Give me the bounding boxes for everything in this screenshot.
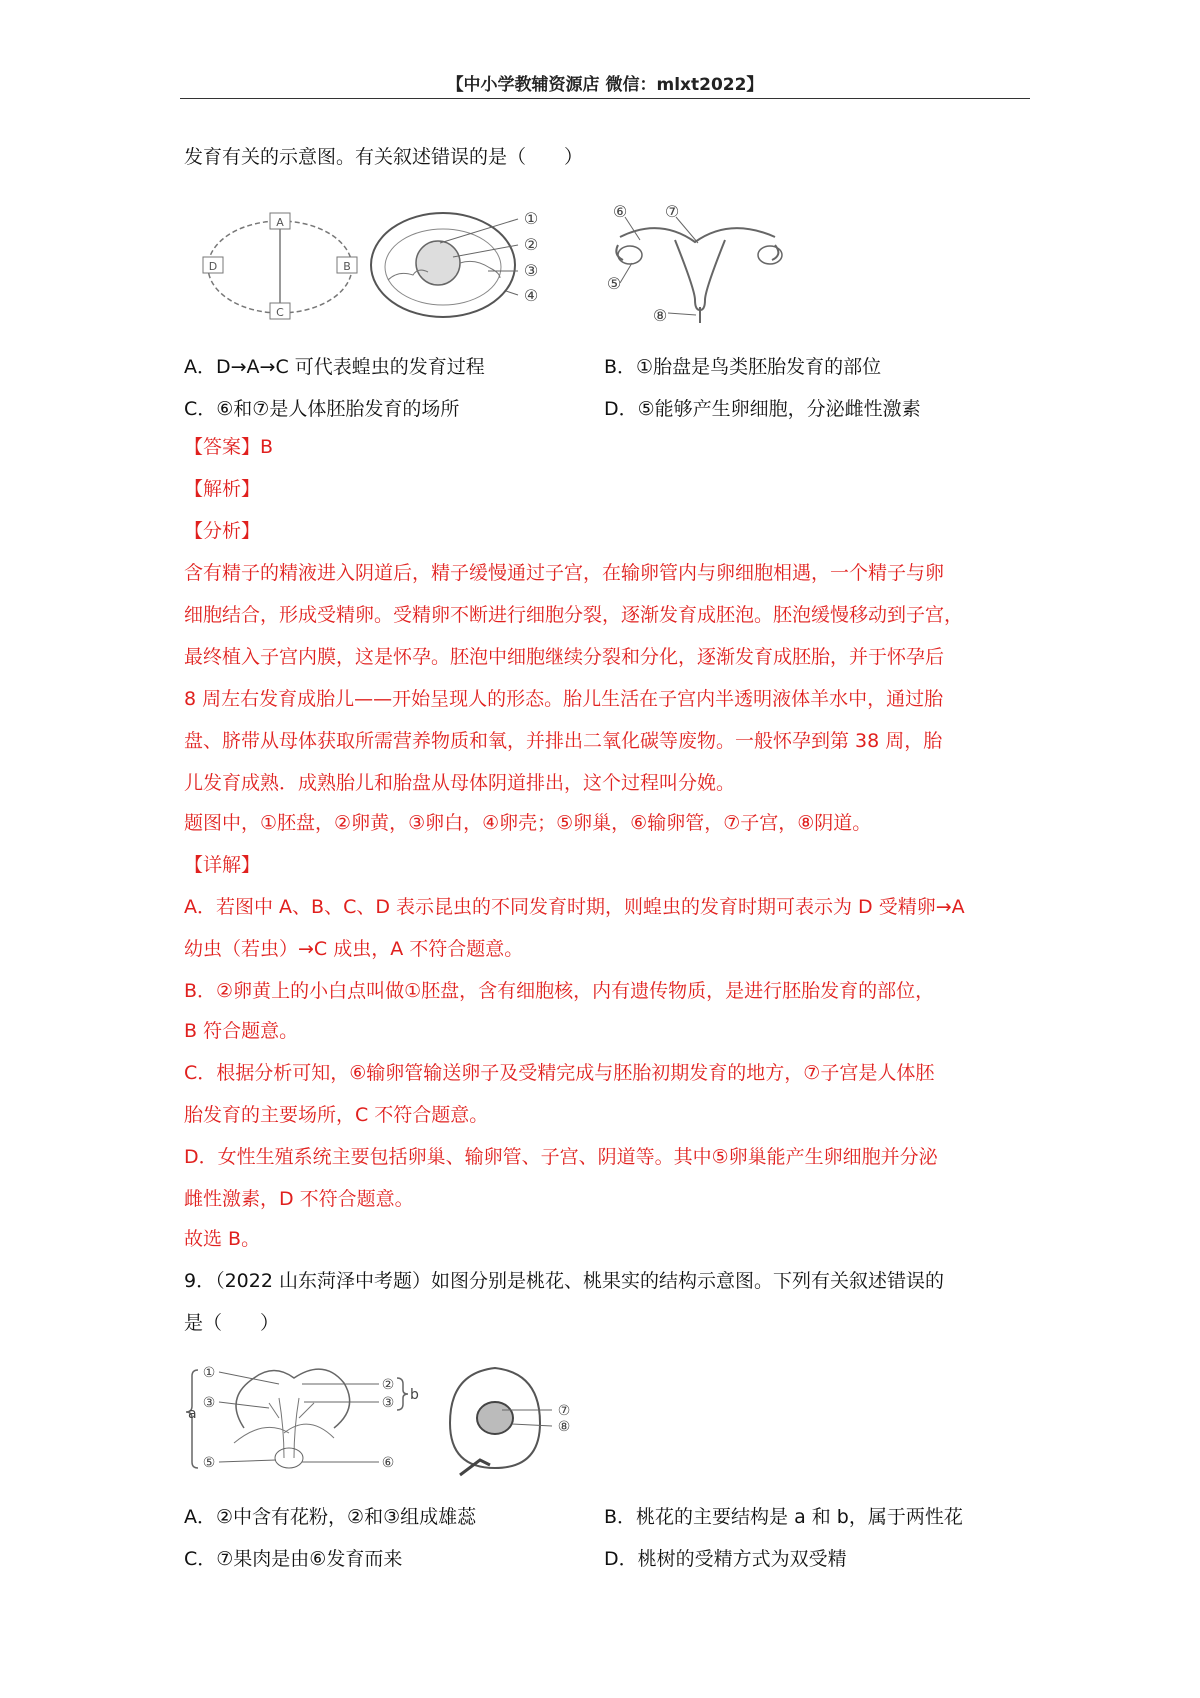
- analysis-line: 细胞结合，形成受精卵。受精卵不断进行细胞分裂，逐渐发育成胚泡。胚泡缓慢移动到子宫，: [184, 604, 964, 626]
- analysis-line: 儿发育成熟．成熟胎儿和胎盘从母体阴道排出，这个过程叫分娩。: [184, 772, 736, 794]
- flower-label-6: ⑥: [381, 1455, 395, 1471]
- q9-option-c: C．⑦果肉是由⑥发育而来: [184, 1548, 403, 1570]
- page-header: 【中小学教辅资源店 微信：mlxt2022】: [446, 75, 764, 95]
- peach-flower-diagram: [184, 1358, 434, 1478]
- q9-stem-line: 是（ ）: [184, 1312, 280, 1334]
- female-reproductive-diagram: [600, 195, 800, 330]
- egg-label-4: ④: [523, 286, 539, 305]
- detail-line: A．若图中 A、B、C、D 表示昆虫的不同发育时期，则蝗虫的发育时期可表示为 D 受精卵→A: [184, 896, 965, 918]
- q8-option-a: A．D→A→C 可代表蝗虫的发育过程: [184, 356, 485, 378]
- q8-stem: 发育有关的示意图。有关叙述错误的是（ ）: [184, 146, 584, 168]
- flower-label-5: ⑤: [202, 1455, 216, 1471]
- uterus-label-7: ⑦: [664, 202, 680, 221]
- detail-line: 故选 B。: [184, 1228, 261, 1250]
- flower-label-3r: ③: [381, 1395, 395, 1411]
- flower-label-2: ②: [381, 1377, 395, 1393]
- q8-option-d: D．⑤能够产生卵细胞，分泌雌性激素: [604, 398, 921, 420]
- detail-line: C．根据分析可知，⑥输卵管输送卵子及受精完成与胚胎初期发育的地方，⑦子宫是人体胚: [184, 1062, 935, 1084]
- q8-answer: 【答案】B: [184, 436, 274, 458]
- q8-jiexi-heading: 【解析】: [184, 478, 261, 500]
- egg-label-1: ①: [523, 209, 539, 228]
- q9-option-a: A．②中含有花粉，②和③组成雄蕊: [184, 1506, 477, 1528]
- egg-label-3: ③: [523, 261, 539, 280]
- q8-option-b: B．①胎盘是鸟类胚胎发育的部位: [604, 356, 882, 378]
- q8-option-c: C．⑥和⑦是人体胚胎发育的场所: [184, 398, 460, 420]
- uterus-label-8: ⑧: [652, 306, 668, 325]
- q9-option-d: D．桃树的受精方式为双受精: [604, 1548, 847, 1570]
- analysis-line: 含有精子的精液进入阴道后，精子缓慢通过子宫，在输卵管内与卵细胞相遇，一个精子与卵: [184, 562, 945, 584]
- flower-label-1: ①: [202, 1365, 216, 1381]
- detail-line: 幼虫（若虫）→C 成虫，A 不符合题意。: [184, 938, 524, 960]
- detail-line: D．女性生殖系统主要包括卵巢、输卵管、子宫、阴道等。其中⑤卵巢能产生卵细胞并分泌: [184, 1146, 938, 1168]
- flower-label-3l: ③: [202, 1395, 216, 1411]
- analysis-line: 最终植入子宫内膜，这是怀孕。胚泡中细胞继续分裂和分化，逐渐发育成胚胎，并于怀孕后: [184, 646, 945, 668]
- flower-brace-b: b: [410, 1387, 419, 1403]
- q8-xiangjie-heading: 【详解】: [184, 854, 261, 876]
- header-divider: [180, 98, 1030, 99]
- q9-option-b: B．桃花的主要结构是 a 和 b，属于两性花: [604, 1506, 963, 1528]
- q9-stem-line: 9．（2022 山东菏泽中考题）如图分别是桃花、桃果实的结构示意图。下列有关叙述错误的: [184, 1270, 944, 1292]
- egg-label-2: ②: [523, 235, 539, 254]
- fruit-label-8: ⑧: [557, 1419, 571, 1435]
- detail-line: B．②卵黄上的小白点叫做①胚盘，含有细胞核，内有遗传物质，是进行胚胎发育的部位，: [184, 980, 935, 1002]
- cycle-label-a: A: [276, 216, 284, 229]
- analysis-line: 8 周左右发育成胎儿——开始呈现人的形态。胎儿生活在子宫内半透明液体羊水中，通过胎: [184, 688, 944, 710]
- flower-brace-a: a: [188, 1406, 197, 1422]
- detail-line: B 符合题意。: [184, 1020, 299, 1042]
- cycle-label-d: D: [208, 260, 218, 273]
- cycle-label-b: B: [343, 260, 351, 273]
- fruit-label-7: ⑦: [557, 1403, 571, 1419]
- cycle-label-c: C: [276, 306, 284, 319]
- uterus-label-6: ⑥: [612, 202, 628, 221]
- analysis-line: 题图中，①胚盘，②卵黄，③卵白，④卵壳；⑤卵巢，⑥输卵管，⑦子宫，⑧阴道。: [184, 812, 872, 834]
- analysis-line: 盘、脐带从母体获取所需营养物质和氧，并排出二氧化碳等废物。一般怀孕到第 38 周，胎: [184, 730, 943, 752]
- uterus-label-5: ⑤: [606, 274, 622, 293]
- detail-line: 雌性激素，D 不符合题意。: [184, 1188, 414, 1210]
- peach-fruit-diagram: [440, 1360, 580, 1480]
- bird-egg-diagram: [368, 205, 563, 325]
- q8-fenxi-heading: 【分析】: [184, 520, 261, 542]
- detail-line: 胎发育的主要场所，C 不符合题意。: [184, 1104, 489, 1126]
- life-cycle-diagram: [200, 205, 360, 325]
